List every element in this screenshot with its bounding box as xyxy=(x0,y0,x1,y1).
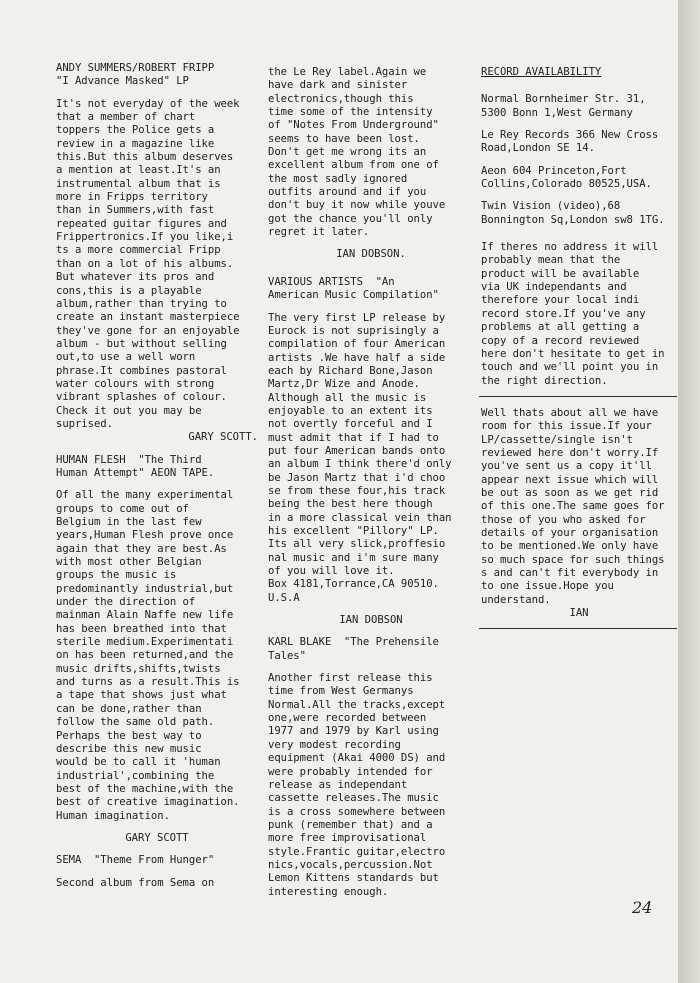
text-line: a tape that shows just what xyxy=(56,689,227,702)
text-line: appear next issue which will xyxy=(481,473,659,486)
text-line: therefore your local indi xyxy=(481,294,640,307)
text-line: repeated guitar figures and xyxy=(56,217,227,230)
text-line: be Jason Martz that i'd choo xyxy=(268,471,446,484)
text-line: nics,vocals,percussion.Not xyxy=(268,858,433,871)
text-line: review in a magazine like xyxy=(56,137,215,150)
column-middle xyxy=(268,66,474,899)
text-line: have dark and sinister xyxy=(268,79,408,92)
text-line: and turns as a result.This is xyxy=(56,676,240,689)
text-line: interesting enough. xyxy=(268,885,389,898)
text-line: is a cross somewhere between xyxy=(268,805,446,818)
text-line: be out as soon as we get rid xyxy=(481,486,659,499)
text-line: If theres no address it will xyxy=(481,241,659,254)
review-signature: GARY SCOTT xyxy=(125,831,189,844)
column-right xyxy=(481,66,677,639)
text-line: probably mean that the xyxy=(481,254,621,267)
address-entry xyxy=(481,93,677,120)
text-line: Don't get me wrong its an xyxy=(268,146,427,159)
text-line: s and can't fit everybody in xyxy=(481,567,659,579)
address-line: Aeon 604 Princeton,Fort xyxy=(481,164,627,177)
review-signature: IAN DOBSON. xyxy=(336,248,406,261)
text-line: that a member of chart xyxy=(56,111,196,124)
text-line: of "Notes From Underground" xyxy=(268,119,439,132)
text-line: than on a lot of his albums. xyxy=(56,257,234,270)
text-line: were probably intended for xyxy=(268,765,433,778)
text-line: details of your organisation xyxy=(481,526,659,539)
text-line: would be to call it 'human xyxy=(56,756,221,769)
review-body xyxy=(268,312,474,606)
text-line: Belgium in the last few xyxy=(56,516,202,528)
text-line: Eurock is not suprisingly a xyxy=(268,324,439,337)
review-sema xyxy=(56,854,258,890)
review-heading-line: KARL BLAKE "The Prehensile xyxy=(268,636,439,649)
text-line: instrumental album that is xyxy=(56,177,221,190)
text-line: Normal.All the tracks,except xyxy=(268,698,446,711)
text-line: follow the same old path. xyxy=(56,716,215,729)
address-list xyxy=(481,93,677,227)
page-edge xyxy=(678,0,700,983)
address-line: Normal Bornheimer Str. 31, xyxy=(481,93,646,106)
text-line: enjoyable to an extent its xyxy=(268,404,433,417)
text-line: they've gone for an enjoyable xyxy=(56,324,240,337)
text-line: Box 4181,Torrance,CA 90510. xyxy=(268,578,439,591)
text-line: reviewed here don't worry.If xyxy=(481,446,659,459)
text-line: time from West Germanys xyxy=(268,685,414,698)
text-line: problems at all getting a xyxy=(481,321,640,334)
review-body xyxy=(56,877,258,890)
text-line: equipment (Akai 4000 DS) and xyxy=(268,752,446,765)
text-line: vibrant splashes of colour. xyxy=(56,391,227,404)
text-line: those of you who asked for xyxy=(481,513,646,526)
text-line: has been breathed into that xyxy=(56,622,227,635)
text-line: Perhaps the best way to xyxy=(56,729,202,742)
availability-note xyxy=(481,241,677,388)
text-line: 1977 and 1979 by Karl using xyxy=(268,725,439,738)
address-line: Bonnington Sq,London sw8 1TG. xyxy=(481,213,665,226)
text-line: on has been returned,and the xyxy=(56,649,234,662)
text-line: se from these four,his track xyxy=(268,484,446,497)
text-line: album - but without selling xyxy=(56,337,227,350)
address-line: 5300 Bonn 1,West Germany xyxy=(481,106,633,119)
review-heading-line: Human Attempt" AEON TAPE. xyxy=(56,466,215,479)
text-line: must admit that if I had to xyxy=(268,431,439,444)
review-heading-line: Tales" xyxy=(268,649,306,662)
text-line: electronics,though this xyxy=(268,92,414,105)
closing-signature: IAN xyxy=(569,607,589,620)
text-line: copy of a record reviewed xyxy=(481,334,640,347)
text-line: The very first LP release by xyxy=(268,311,446,324)
review-signature: IAN DOBSON xyxy=(339,614,403,627)
text-line: room for this issue.If your xyxy=(481,420,652,433)
text-line: Its all very slick,proffesio xyxy=(268,538,446,551)
review-heading-line: HUMAN FLESH "The Third xyxy=(56,453,202,466)
review-human-flesh xyxy=(56,454,258,846)
review-body xyxy=(56,98,258,432)
text-line: nal music and i'm sure many xyxy=(268,551,439,564)
text-line: in a more classical vein than xyxy=(268,511,452,524)
text-line: product will be available xyxy=(481,267,640,280)
text-line: mainman Alain Naffe new life xyxy=(56,609,234,622)
text-line: don't buy it now while youve xyxy=(268,199,446,212)
text-line: under the direction of xyxy=(56,596,196,609)
text-line: release as independant xyxy=(268,778,408,791)
review-heading-line: VARIOUS ARTISTS "An xyxy=(268,275,395,288)
text-line: to one issue.Hope you xyxy=(481,580,614,593)
text-line: being the best here though xyxy=(268,498,433,511)
text-line: an album I think there'd only xyxy=(268,458,452,471)
text-line: toppers the Police gets a xyxy=(56,124,215,137)
text-line: cons,this is a playable xyxy=(56,284,202,297)
text-line: Martz,Dr Wize and Anode. xyxy=(268,378,420,391)
text-line: LP/cassette/single isn't xyxy=(481,433,633,446)
review-karl-blake xyxy=(268,636,474,899)
text-line: compilation of four American xyxy=(268,338,446,351)
text-line: not overtly forceful and I xyxy=(268,418,433,431)
review-signature: GARY SCOTT. xyxy=(188,431,258,444)
text-line: so much space for such things xyxy=(481,553,665,566)
text-line: Although all the music is xyxy=(268,391,427,404)
address-entry xyxy=(481,129,677,156)
text-line: outfits around and if you xyxy=(268,186,427,199)
review-heading-line: American Music Compilation" xyxy=(268,289,439,302)
text-line: with most other Belgian xyxy=(56,556,202,569)
column-left xyxy=(56,62,258,890)
address-entry xyxy=(481,200,677,227)
text-line: again that they are best.As xyxy=(56,542,227,555)
review-heading-line: ANDY SUMMERS/ROBERT FRIPP xyxy=(56,62,215,74)
text-line: regret it later. xyxy=(268,226,370,239)
text-line: Well thats about all we have xyxy=(481,406,659,419)
text-line: best of the machine,with the xyxy=(56,782,234,795)
text-line: one,were recorded between xyxy=(268,712,427,725)
text-line: put four American bands onto xyxy=(268,444,446,457)
text-line: industrial',combining the xyxy=(56,769,215,782)
review-summers-fripp xyxy=(56,62,258,445)
text-line: you've sent us a copy it'll xyxy=(481,460,652,473)
text-line: each by Richard Bone,Jason xyxy=(268,364,433,377)
text-line: his excellent "Pillory" LP. xyxy=(268,525,439,537)
text-line: here don't hesitate to get in xyxy=(481,347,665,360)
text-line: punk (remember that) and a xyxy=(268,818,433,831)
text-line: water colours with strong xyxy=(56,377,215,390)
address-line: Twin Vision (video),68 xyxy=(481,200,621,213)
text-line: touch and we'll point you in xyxy=(481,361,659,374)
address-entry xyxy=(481,165,677,192)
text-line: style.Frantic guitar,electro xyxy=(268,845,446,858)
text-line: U.S.A xyxy=(268,591,300,604)
text-line: the Le Rey label.Again we xyxy=(268,66,427,78)
text-line: But whatever its pros and xyxy=(56,271,215,284)
text-line: groups to come out of xyxy=(56,502,189,515)
text-line: describe this new music xyxy=(56,742,202,755)
address-line: Collins,Colorado 80525,USA. xyxy=(481,178,652,191)
review-heading-line: "I Advance Masked" LP xyxy=(56,75,189,88)
address-line: Road,London SE 14. xyxy=(481,142,595,155)
text-line: cassette releases.The music xyxy=(268,792,439,805)
text-line: of this one.The same goes for xyxy=(481,500,665,513)
address-line: Le Rey Records 366 New Cross xyxy=(481,129,659,142)
text-line: years,Human Flesh prove once xyxy=(56,529,234,542)
divider xyxy=(479,396,677,397)
text-line: more free improvisational xyxy=(268,832,427,845)
text-line: predominantly industrial,but xyxy=(56,582,234,595)
review-heading-line: SEMA "Theme From Hunger" xyxy=(56,854,215,867)
text-line: Lemon Kittens standards but xyxy=(268,872,439,885)
divider xyxy=(479,628,677,629)
text-line: understand. xyxy=(481,593,551,606)
availability-heading: RECORD AVAILABILITY xyxy=(481,66,602,78)
text-line: sterile medium.Experimentati xyxy=(56,636,234,649)
page-number: 24 xyxy=(632,898,653,917)
text-line: Another first release this xyxy=(268,672,433,685)
text-line: Of all the many experimental xyxy=(56,489,234,502)
text-line: a mention at least.It's an xyxy=(56,164,221,177)
text-line: can be done,rather than xyxy=(56,702,202,715)
review-body xyxy=(56,489,258,823)
text-line: album,rather than trying to xyxy=(56,297,227,310)
text-line: Check it out you may be xyxy=(56,404,202,417)
text-line: the most sadly ignored xyxy=(268,172,408,185)
text-line: got the chance you'll only xyxy=(268,212,433,225)
text-line: Human imagination. xyxy=(56,809,170,822)
text-line: music drifts,shifts,twists xyxy=(56,662,221,675)
text-line: more in Fripps territory xyxy=(56,191,208,204)
text-line: seems to have been lost. xyxy=(268,132,420,145)
text-line: Second album from Sema on xyxy=(56,876,215,889)
text-line: this.But this album deserves xyxy=(56,151,234,164)
text-line: Frippertronics.If you like,i xyxy=(56,231,234,244)
text-line: suprised. xyxy=(56,417,113,430)
review-body xyxy=(268,672,474,899)
review-various-artists xyxy=(268,276,474,628)
text-line: It's not everyday of the week xyxy=(56,97,240,110)
text-line: via UK independants and xyxy=(481,281,627,294)
text-line: excellent album from one of xyxy=(268,159,439,172)
text-line: record store.If you've any xyxy=(481,307,646,320)
text-line: artists .We have half a side xyxy=(268,351,446,364)
text-line: the right direction. xyxy=(481,374,608,387)
text-line: best of creative imagination. xyxy=(56,796,240,809)
text-line: to be mentioned.We only have xyxy=(481,540,659,553)
text-line: groups the music is xyxy=(56,569,177,582)
text-line: time some of the intensity xyxy=(268,106,433,119)
text-line: ts a more commercial Fripp xyxy=(56,244,221,257)
text-line: very modest recording xyxy=(268,738,401,751)
review-continuation xyxy=(268,66,474,239)
text-line: create an instant masterpiece xyxy=(56,311,240,324)
text-line: than in Summers,with fast xyxy=(56,204,215,217)
text-line: out,to use a well worn xyxy=(56,351,196,364)
text-line: of you will love it. xyxy=(268,565,395,578)
closing-note xyxy=(481,407,677,607)
text-line: phrase.It combines pastoral xyxy=(56,364,227,377)
